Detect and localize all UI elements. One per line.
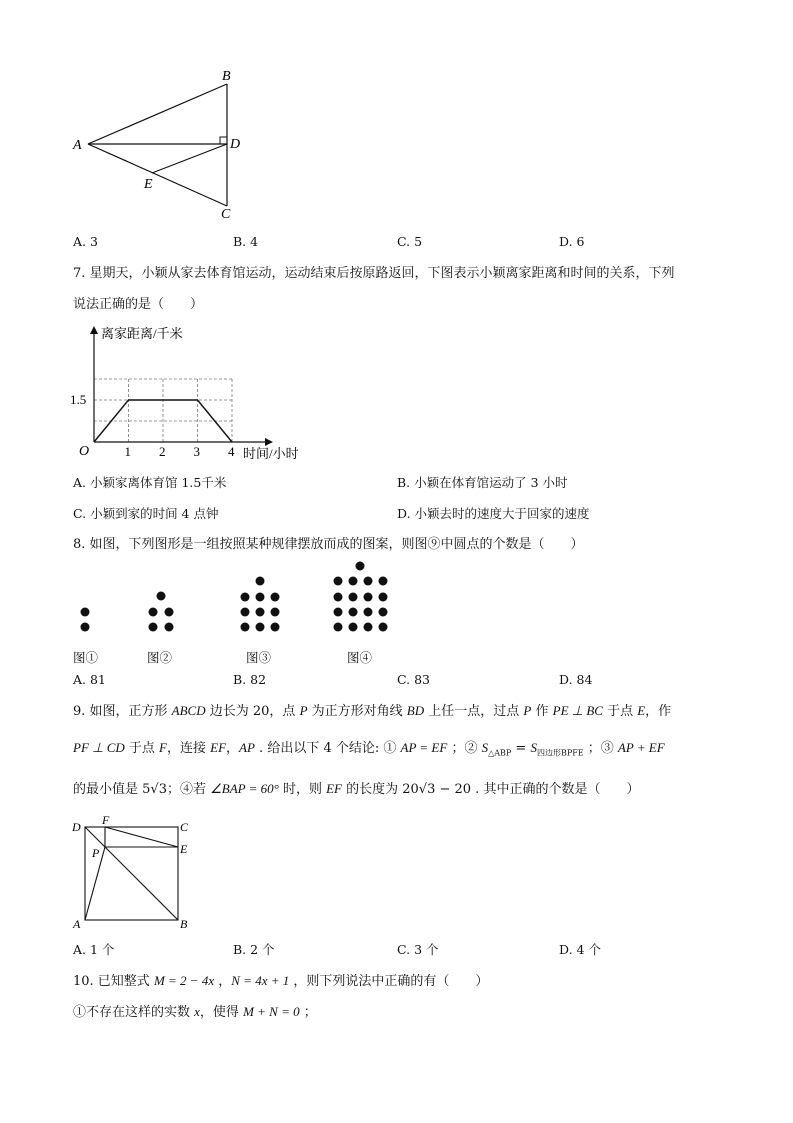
q9-square-figure — [60, 810, 200, 935]
y-tick-label: 1.5 — [70, 392, 87, 407]
q10-m-plus-n: M + N = 0 — [243, 1004, 300, 1019]
q9-segment-ef: EF — [210, 740, 227, 755]
q7-distance-time-chart — [65, 318, 325, 466]
label-a: A — [73, 138, 82, 153]
q9-text: 边长为 20，点 — [205, 704, 300, 719]
label-d: D — [230, 137, 241, 152]
q9-text: 的长度为 — [341, 782, 403, 797]
q7-option-c[interactable]: C. 小颖到家的时间 4 点钟 — [73, 506, 219, 521]
pattern-1 — [81, 608, 90, 632]
q9-text: ，作 — [645, 704, 672, 719]
q8-caption-3: 图③ — [246, 650, 272, 665]
label-c: C — [221, 207, 231, 222]
q8-option-d[interactable]: D. 84 — [559, 672, 593, 687]
q7-option-a[interactable]: A. 小颖家离体育馆 1.5千米 — [73, 475, 227, 490]
pattern-2 — [149, 592, 174, 632]
q9-text: ，连接 — [166, 741, 211, 756]
x-tick-label: 3 — [193, 444, 200, 459]
q9-area-sub-abp: △ABP — [488, 748, 512, 758]
q9-text: ；② — [447, 741, 482, 756]
q9-stem-line3 — [73, 781, 639, 798]
q8-option-b[interactable]: B. 82 — [233, 672, 267, 687]
q9-option-a[interactable]: A. 1 个 — [73, 942, 115, 957]
q7-stem-line1: 7. 星期天，小颖从家去体育馆运动，运动结束后按原路返回，下图表示小颖离家距离和时间的关系，下列 — [73, 266, 675, 281]
q9-text: . 给出以下 4 个结论: ① — [254, 741, 401, 756]
x-axis-arrow — [265, 438, 273, 446]
q9-area-s: S — [481, 740, 489, 755]
q9-text: 上任一点，过点 — [424, 704, 524, 719]
pattern-3 — [241, 577, 280, 632]
q9-text: 9. 如图，正方形 — [73, 704, 172, 719]
q9-area-sub-bpfe: 四边形BPFE — [536, 748, 584, 758]
x-axis-label: 时间/小时 — [243, 446, 299, 461]
q9-text: 时，则 — [278, 782, 327, 797]
q10-item-1 — [73, 1004, 317, 1021]
q9-point-e: E — [637, 703, 646, 718]
segment-ab — [88, 84, 227, 144]
q9-text: . 其中正确的个数是（ ） — [471, 782, 640, 797]
label-b: B — [180, 917, 188, 931]
q7-option-d[interactable]: D. 小颖去时的速度大于回家的速度 — [397, 506, 590, 521]
q8-option-c[interactable]: C. 83 — [397, 672, 430, 687]
q10-text: ，则下列说法中正确的有（ ） — [289, 974, 489, 989]
q8-dot-patterns — [60, 555, 400, 645]
label-e: E — [144, 177, 153, 192]
label-b: B — [222, 69, 231, 84]
q10-text: ①不存在这样的实数 — [73, 1005, 195, 1020]
q7-option-b[interactable]: B. 小颖在体育馆运动了 3 小时 — [397, 475, 568, 490]
segment-ed — [152, 144, 227, 173]
q6-option-d[interactable]: D. 6 — [559, 234, 585, 249]
q9-text: 为正方形对角线 — [307, 704, 407, 719]
origin-label: O — [79, 444, 90, 459]
q9-text: ；④若 — [166, 782, 211, 797]
q9-text: 作 — [531, 704, 553, 719]
q9-angle-bap: ∠BAP = 60° — [210, 781, 279, 796]
label-a: A — [73, 917, 81, 931]
y-axis-label: 离家距离/千米 — [101, 326, 183, 341]
q10-text: 10. 已知整式 — [73, 974, 154, 989]
q9-conclusion-3: AP + EF — [617, 740, 665, 755]
q6-option-b[interactable]: B. 4 — [233, 234, 259, 249]
q9-stem-line2 — [73, 740, 665, 762]
y-axis-arrow — [90, 326, 98, 334]
q9-segment-ef: EF — [326, 781, 342, 796]
q6-triangle-figure — [60, 60, 260, 230]
q9-text: 于点 — [602, 704, 638, 719]
q9-area-s: S — [530, 740, 537, 755]
label-f: F — [102, 813, 110, 827]
label-c: C — [180, 820, 189, 834]
q6-option-c[interactable]: C. 5 — [397, 234, 423, 249]
q9-pf-perp-cd: PF ⊥ CD — [73, 740, 125, 755]
diagonal-bd — [85, 827, 178, 920]
x-tick-label: 4 — [228, 444, 235, 459]
q9-point-p: P — [299, 703, 308, 718]
q10-variable-x: x — [194, 1004, 200, 1019]
q8-option-a[interactable]: A. 81 — [73, 672, 106, 687]
q9-option-d[interactable]: D. 4 个 — [559, 942, 601, 957]
label-d: D — [72, 820, 81, 834]
q10-m-expression: M = 2 − 4x — [153, 973, 215, 988]
q9-option-c[interactable]: C. 3 个 — [397, 942, 439, 957]
q10-text: ，使得 — [199, 1005, 244, 1020]
q9-square-name: ABCD — [171, 703, 206, 718]
label-e: E — [180, 842, 188, 856]
q8-caption-2: 图② — [147, 650, 173, 665]
q9-text: 于点 — [124, 741, 160, 756]
right-angle-mark — [220, 137, 227, 144]
q9-diagonal-bd: BD — [406, 703, 425, 718]
q9-text: 的最小值是 — [73, 782, 143, 797]
q10-stem — [73, 973, 488, 990]
q9-text: ， — [226, 741, 240, 756]
q9-text: = — [511, 741, 531, 756]
q9-text: ；③ — [583, 741, 618, 756]
q9-segment-ap: AP — [239, 740, 255, 755]
q8-caption-4: 图④ — [347, 650, 373, 665]
q9-conclusion-1: AP = EF — [400, 740, 448, 755]
segment-ac — [88, 144, 227, 206]
x-tick-label: 1 — [124, 444, 131, 459]
q7-stem-line2: 说法正确的是（ ） — [73, 297, 204, 312]
q9-pe-perp-bc: PE ⊥ BC — [552, 703, 603, 718]
q8-stem: 8. 如图，下列图形是一组按照某种规律摆放而成的图案，则图⑨中圆点的个数是（ ） — [73, 537, 584, 552]
q10-n-expression: N = 4x + 1 — [231, 973, 290, 988]
q9-ef-length: 20√3 − 20 — [402, 782, 472, 797]
label-p: P — [92, 846, 100, 860]
q10-text: ； — [299, 1005, 317, 1020]
q9-point-p: P — [523, 703, 532, 718]
x-tick-label: 2 — [159, 444, 166, 459]
q9-option-b[interactable]: B. 2 个 — [233, 942, 275, 957]
q9-min-value: 5√3 — [142, 782, 167, 797]
q10-text: ， — [214, 974, 232, 989]
q9-point-f: F — [159, 740, 167, 755]
segment-ef — [105, 827, 178, 847]
pattern-4 — [334, 562, 388, 632]
q9-stem-line1 — [73, 703, 671, 720]
q6-option-a[interactable]: A. 3 — [73, 234, 98, 249]
q8-caption-1: 图① — [73, 650, 99, 665]
